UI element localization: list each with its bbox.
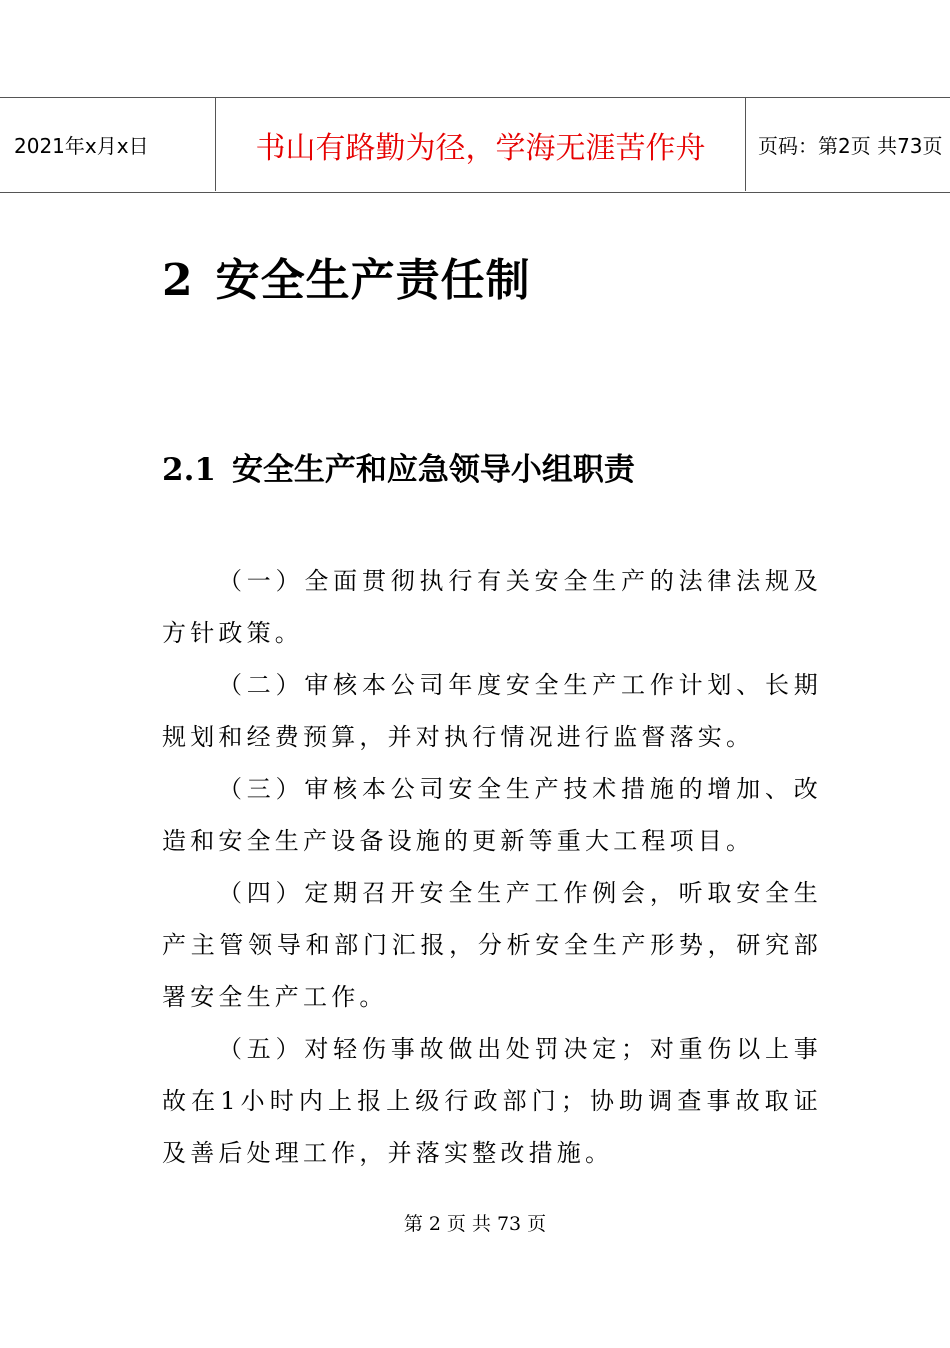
heading-1 [162, 244, 531, 308]
footer-page-number: 2 [428, 1213, 441, 1235]
page-header [0, 97, 950, 193]
header-motto: 书山有路勤为径，学海无涯苦作舟 [216, 98, 746, 191]
heading-1-title: 安全生产责任制 [215, 255, 531, 306]
footer-prefix: 第 [403, 1213, 423, 1235]
paragraph: （一）全面贯彻执行有关安全生产的法律法规及方针政策。 [162, 567, 822, 647]
footer-middle: 页 共 [446, 1213, 491, 1235]
paragraph: （四）定期召开安全生产工作例会，听取安全生产主管领导和部门汇报，分析安全生产形势，研究部署安全生产工作。 [162, 879, 822, 1011]
heading-1-number: 2 [162, 255, 194, 306]
paragraph: （三）审核本公司安全生产技术措施的增加、改造和安全生产设备设施的更新等重大工程项目。 [162, 775, 822, 855]
header-date: 2021年x月x日 [0, 98, 216, 191]
header-page-info: 页码：第2页 共73页 [758, 134, 943, 158]
heading-2-title: 安全生产和应急领导小组职责 [231, 452, 635, 488]
heading-2-number: 2.1 [162, 452, 216, 488]
body-text [162, 555, 822, 1179]
paragraph: （二）审核本公司年度安全生产工作计划、长期规划和经费预算，并对执行情况进行监督落实。 [162, 671, 822, 751]
footer-suffix: 页 [527, 1213, 547, 1235]
paragraph: （五）对轻伤事故做出处罚决定；对重伤以上事故在1小时内上报上级行政部门；协助调查事故取证及善后处理工作，并落实整改措施。 [162, 1035, 822, 1167]
footer-total-pages: 73 [496, 1213, 522, 1235]
heading-2 [162, 444, 635, 489]
page-footer [0, 1209, 950, 1236]
